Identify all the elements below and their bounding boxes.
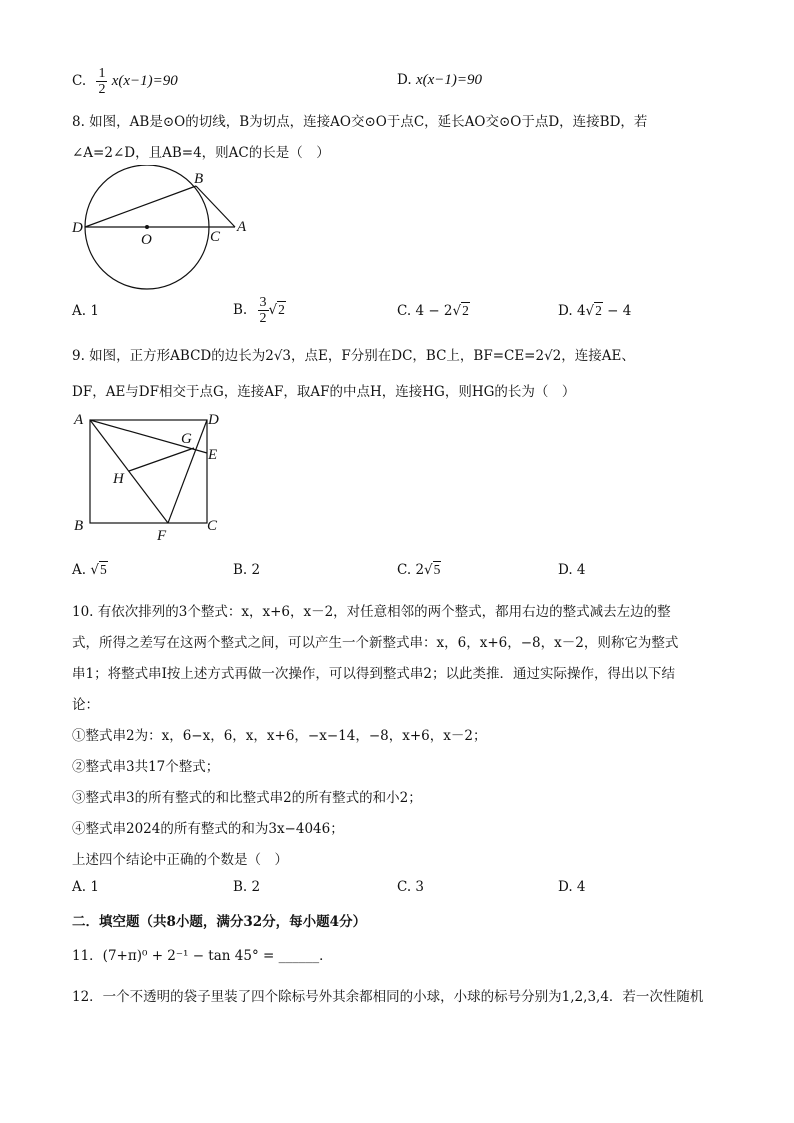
label-a: A: [237, 219, 247, 235]
q10-statement-1: ①整式串2为：x，6−x，6，x，x+6，−x−14，−8，x+6，x－2；: [72, 728, 487, 744]
label-g: G: [181, 431, 192, 447]
label-e: E: [208, 447, 218, 463]
q10-line: 式，所得之差写在这两个整式之间，可以产生一个新整式串：x，6，x+6，−8，x－2，则称它为整式: [72, 635, 679, 651]
q9-option-c: C. 2√5: [397, 562, 441, 578]
q8-option-c: C. 4 − 2√2: [397, 303, 469, 319]
q10-line: 串1；将整式串Ⅰ按上述方式再做一次操作，可以得到整式串2；以此类推．通过实际操作，得出以下结: [72, 666, 676, 682]
label-f: F: [157, 528, 167, 544]
q9-option-a: A. √5: [72, 562, 107, 578]
fraction: [258, 295, 269, 326]
radicand: 2: [595, 303, 602, 318]
fraction-denominator: 2: [259, 311, 267, 326]
q9-text-line1: 9. 如图，正方形ABCD的边长为2√3，点E，F分别在DC，BC上，BF=CE=2√2，连接AE、: [72, 348, 635, 364]
label-o: O: [141, 232, 152, 248]
q9-option-d: D. 4: [558, 562, 586, 578]
q8-text-line1: 8. 如图，AB是⊙O的切线，B为切点，连接AO交⊙O于点C，延长AO交⊙O于点D，连接BD，若: [72, 114, 648, 130]
q7-option-d: [397, 72, 482, 89]
center-point: [145, 225, 149, 229]
q12-text: 12．一个不透明的袋子里装了四个除标号外其余都相同的小球，小球的标号分别为1,2,3,4．若一次性随机: [72, 989, 704, 1005]
q10-option-c: C. 3: [397, 879, 425, 895]
radicand: 2: [462, 303, 469, 318]
option-expression: x(x−1)=90: [111, 73, 178, 89]
radicand: 5: [99, 562, 107, 577]
q10-question: 上述四个结论中正确的个数是（ ）: [72, 852, 288, 868]
label-h: H: [113, 471, 124, 487]
option-label: D.: [558, 303, 573, 319]
q8-option-b: B. $\frac{3}{2}$ √2: [233, 295, 285, 326]
label-d: D: [208, 412, 219, 428]
option-label: D.: [397, 72, 412, 88]
radicand: 2: [278, 302, 285, 317]
option-expression: 4 − 2: [415, 303, 453, 319]
q10-option-b: B. 2: [233, 879, 261, 895]
label-b: B: [194, 171, 204, 187]
label-b: B: [74, 518, 84, 534]
segment-af: [90, 420, 168, 523]
segment-hg: [129, 448, 194, 471]
q8-figure: [70, 165, 260, 290]
option-expression: x(x−1)=90: [415, 72, 482, 88]
fraction-denominator: 2: [98, 82, 106, 97]
fraction-numerator: 1: [98, 66, 106, 81]
q11-text: 11．(7+π)⁰ + 2⁻¹ − tan 45° = ______．: [72, 948, 333, 964]
section-heading: 二．填空题（共8小题，满分32分，每小题4分）: [72, 914, 367, 930]
q9-option-b: B. 2: [233, 562, 261, 578]
option-label: A.: [72, 562, 87, 578]
label-d: D: [72, 220, 83, 236]
q8-text-line2: ∠A=2∠D，且AB=4，则AC的长是（ ）: [72, 145, 330, 161]
option-label: C.: [397, 562, 412, 578]
segment-ba: [196, 186, 235, 227]
q7-option-c: [72, 66, 178, 97]
q10-statement-3: ③整式串3的所有整式的和比整式串2的所有整式的和小2；: [72, 790, 422, 806]
q10-statement-4: ④整式串2024的所有整式的和为3x−4046；: [72, 821, 344, 837]
q10-statement-2: ②整式串3共17个整式；: [72, 759, 220, 775]
q9-text-line2: DF，AE与DF相交于点G，连接AF，取AF的中点H，连接HG，则HG的长为（ ）: [72, 384, 576, 400]
label-c: C: [207, 518, 218, 534]
option-expression-tail: − 4: [602, 303, 632, 319]
q8-option-d: D. 4√2 − 4: [558, 303, 632, 319]
option-label: C.: [397, 303, 412, 319]
option-expression: 2: [415, 562, 425, 578]
label-c: C: [210, 229, 221, 245]
q10-line: 论：: [72, 697, 99, 713]
option-label: B.: [233, 302, 248, 318]
radicand: 5: [433, 562, 441, 577]
fraction: [96, 66, 107, 97]
q10-option-a: A. 1: [72, 879, 99, 895]
q9-figure: [70, 408, 230, 548]
fraction-numerator: 3: [259, 295, 267, 310]
q10-line: 10. 有依次排列的3个整式：x，x+6，x－2，对任意相邻的两个整式，都用右边的整式减去左边的整: [72, 604, 671, 620]
q8-option-a: A. 1: [72, 303, 99, 319]
segment-db: [85, 186, 196, 227]
q10-option-d: D. 4: [558, 879, 586, 895]
option-label: C.: [72, 73, 87, 89]
option-expression: 4: [576, 303, 586, 319]
label-a: A: [74, 412, 84, 428]
